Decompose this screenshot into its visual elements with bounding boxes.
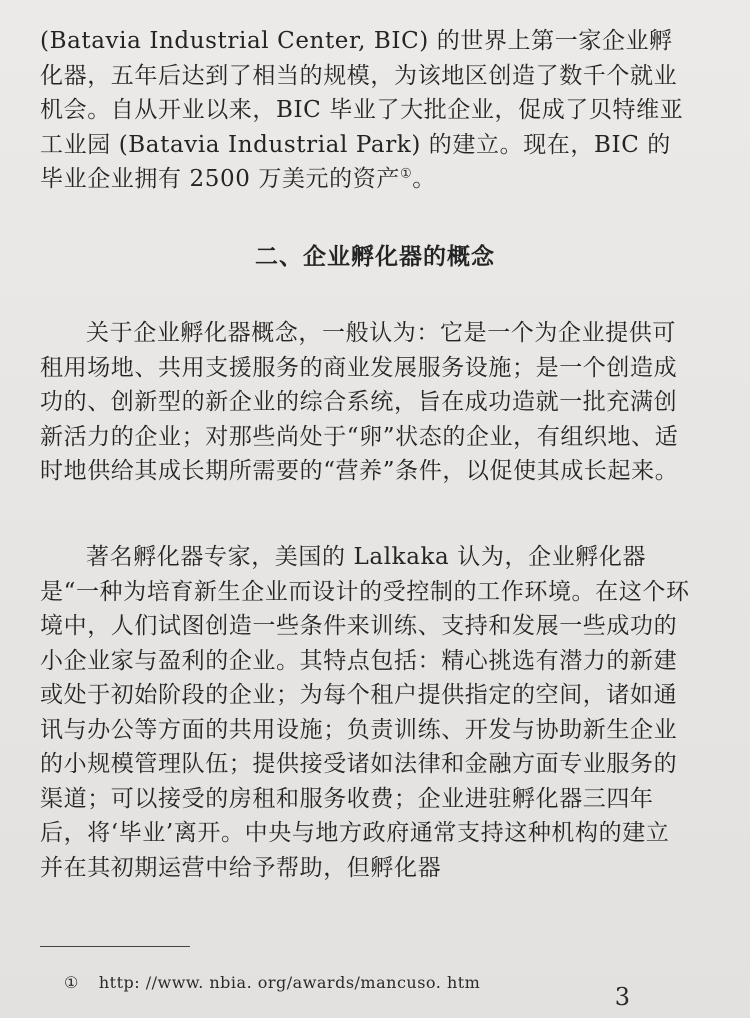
footnote-divider [40, 946, 190, 947]
footnote-reference: ① [399, 166, 413, 182]
footnote [64, 973, 480, 992]
footnote-marker: ① [64, 973, 79, 992]
section-heading: 二、企业孵化器的概念 [255, 244, 495, 270]
concept-paragraph-text: 关于企业孵化器概念，一般认为：它是一个为企业提供可租用场地、共用支援服务的商业发展服务设施；是一个创造成功的、创新型的新企业的综合系统，旨在成功造就一批充满创新活力的企业；对那些尚处于“卵”状态的企业，有组织地、适时地供给其成长期所需要的“营养”条件，以促使其成长起来。 [40, 320, 679, 484]
intro-paragraph-text: (Batavia Industrial Center, BIC) 的世界上第一家企业孵化器，五年后达到了相当的规模，为该地区创造了数千个就业机会。自从开业以来，BIC 毕业了大批企业，促成了贝特维亚工业园 (Batavia Industrial Park) 的建立。现在，BIC 的毕业企业拥有 2500 万美元的资产 [40, 28, 684, 192]
lalkaka-paragraph [40, 540, 690, 885]
lalkaka-paragraph-text: 著名孵化器专家，美国的 Lalkaka 认为，企业孵化器是“一种为培育新生企业而设计的受控制的工作环境。在这个环境中，人们试图创造一些条件来训练、支持和发展一些成功的小企业家与盈利的企业。其特点包括：精心挑选有潜力的新建或处于初始阶段的企业；为每个租户提供指定的空间，诸如通讯与办公等方面的共用设施；负责训练、开发与协助新生企业的小规模管理队伍；提供接受诸如法律和金融方面专业服务的渠道；可以接受的房租和服务收费；企业进驻孵化器三四年后，将‘毕业’离开。中央与地方政府通常支持这种机构的建立并在其初期运营中给予帮助，但孵化器 [40, 544, 690, 881]
page-number: 3 [614, 983, 630, 1011]
intro-paragraph: (Batavia Industrial Center, BIC) 的世界上第一家企业孵化器，五年后达到了相当的规模，为该地区创造了数千个就业机会。自从开业以来，BIC 毕业了大批企业，促成了贝特维亚工业园 (Batavia Industrial Park) 的建立。现在，BIC 的毕业企业拥有 2500 万美元的资产①。 [40, 28, 684, 192]
concept-paragraph [40, 316, 690, 489]
footnote-url: http: //www. nbia. org/awards/mancuso. htm [98, 973, 481, 992]
